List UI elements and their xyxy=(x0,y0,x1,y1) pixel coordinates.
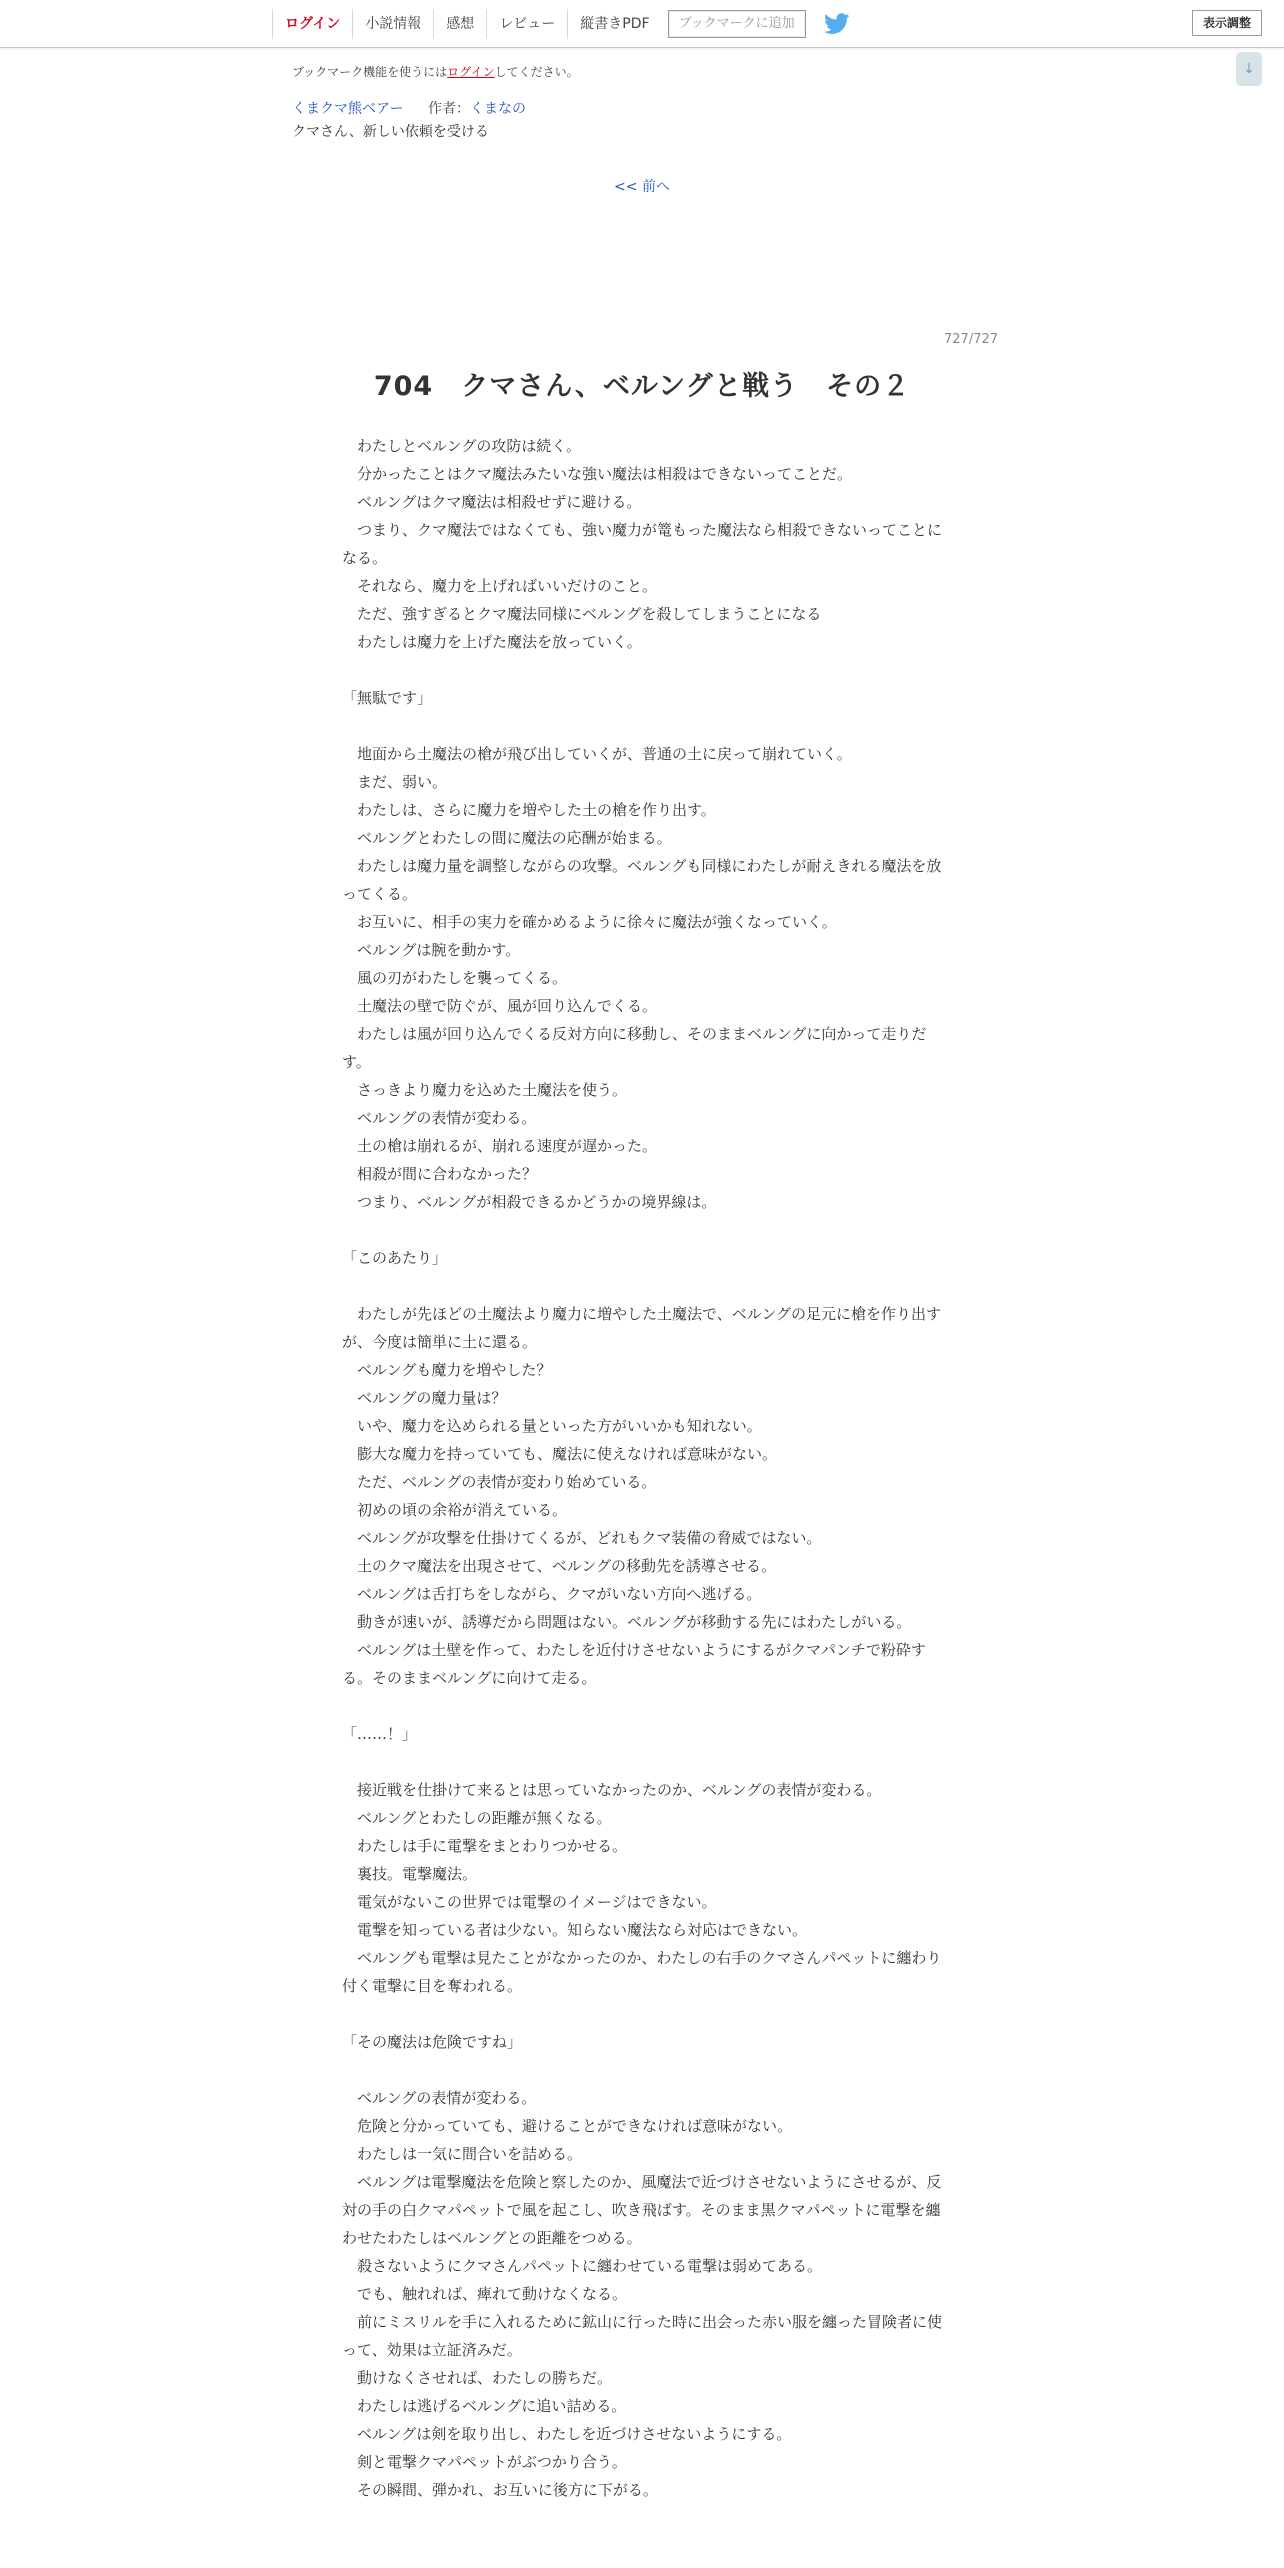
body-line: 膨大な魔力を持っていても、魔法に使えなければ意味がない。 xyxy=(342,1445,778,1463)
page-count: 727/727 xyxy=(944,332,999,347)
body-line: 動けなくさせれば、わたしの勝ちだ。 xyxy=(342,2369,613,2387)
body-line: その瞬間、弾かれ、お互いに後方に下がる。 xyxy=(342,2481,658,2499)
body-line: 「このあたり」 xyxy=(342,1249,448,1267)
bookmark-login-link[interactable]: ログイン xyxy=(447,65,495,79)
body-line: わたしは魔力量を調整しながらの攻撃。ベルングも同様にわたしが耐えきれる魔法を放ってくる。 xyxy=(342,857,942,903)
body-line: ベルングが攻撃を仕掛けてくるが、どれもクマ装備の脅威ではない。 xyxy=(342,1529,822,1547)
body-line: 剣と電撃クマパペットがぶつかり合う。 xyxy=(342,2453,627,2471)
body-line: ただ、強すぎるとクマ魔法同様にベルングを殺してしまうことになる xyxy=(342,605,822,623)
body-line: 危険と分かっていても、避けることができなければ意味がない。 xyxy=(342,2117,793,2135)
body-line: ただ、ベルングの表情が変わり始めている。 xyxy=(342,1473,657,1491)
body-line: わたしは風が回り込んでくる反対方向に移動し、そのままベルングに向かって走りだす。 xyxy=(342,1025,927,1071)
novel-body xyxy=(342,432,942,2504)
nav-novel-info[interactable]: 小説情報 xyxy=(352,9,433,39)
body-line xyxy=(342,1692,942,1720)
body-line: 前にミスリルを手に入れるために鉱山に行った時に出会った赤い服を纏った冒険者に使って、効果は立証済みだ。 xyxy=(342,2313,943,2359)
body-line: まだ、弱い。 xyxy=(342,773,448,791)
body-line: ベルングも電撃は見たことがなかったのか、わたしの右手のクマさんパペットに纏わり付く電撃に目を奪われる。 xyxy=(342,1949,942,1995)
main-nav xyxy=(272,8,852,40)
nav-impressions[interactable]: 感想 xyxy=(433,9,486,39)
bookmark-login-note xyxy=(292,63,579,80)
body-line: でも、触れれば、痺れて動けなくなる。 xyxy=(342,2285,628,2303)
body-line: わたしは、さらに魔力を増やした土の槍を作り出す。 xyxy=(342,801,716,819)
body-line: ベルングはクマ魔法は相殺せずに避ける。 xyxy=(342,493,642,511)
body-line: 地面から土魔法の槍が飛び出していくが、普通の土に戻って崩れていく。 xyxy=(342,745,852,763)
chapter-title: クマさん、新しい依頼を受ける xyxy=(292,124,489,140)
body-line: 動きが速いが、誘導だから問題はない。ベルングが移動する先にはわたしがいる。 xyxy=(342,1613,912,1631)
author-label: 作者： xyxy=(428,101,470,117)
body-line: ベルングは土壁を作って、わたしを近付けさせないようにするがクマパンチで粉砕する。そのままベルングに向けて走る。 xyxy=(342,1641,926,1687)
body-line: わたしは手に電撃をまとわりつかせる。 xyxy=(342,1837,628,1855)
prev-episode-link[interactable]: << 前へ xyxy=(614,179,670,195)
body-line xyxy=(342,1748,942,1776)
body-line: 風の刃がわたしを襲ってくる。 xyxy=(342,969,568,987)
site-header xyxy=(0,0,1284,48)
body-line: 「……！」 xyxy=(342,1725,418,1743)
nav-vertical-pdf[interactable]: 縦書きPDF xyxy=(567,9,661,39)
series-title-link[interactable]: くまクマ熊ベアー xyxy=(292,101,404,117)
nav-review[interactable]: レビュー xyxy=(486,9,567,39)
body-line: わたしとベルングの攻防は続く。 xyxy=(342,437,582,455)
scroll-down-button[interactable]: ↓ xyxy=(1236,52,1262,86)
body-line xyxy=(342,712,942,740)
body-line: ベルングは剣を取り出し、わたしを近づけさせないようにする。 xyxy=(342,2425,792,2443)
body-line xyxy=(342,2056,942,2084)
bookmark-note-before: ブックマーク機能を使うには xyxy=(292,65,448,79)
body-line: わたしが先ほどの土魔法より魔力に増やした土魔法で、ベルングの足元に槍を作り出すが、今度は簡単に土に還る。 xyxy=(342,1305,942,1351)
body-line: 「無駄です」 xyxy=(342,689,433,707)
body-line: ベルングは腕を動かす。 xyxy=(342,941,521,959)
body-line: わたしは魔力を上げた魔法を放っていく。 xyxy=(342,633,642,651)
body-line: つまり、クマ魔法ではなくても、強い魔力が篭もった魔法なら相殺できないってことになる。 xyxy=(342,521,943,567)
add-bookmark-button[interactable]: ブックマークに追加 xyxy=(668,10,806,38)
body-line: つまり、ベルングが相殺できるかどうかの境界線は。 xyxy=(342,1193,717,1211)
body-line: いや、魔力を込められる量といった方がいいかも知れない。 xyxy=(342,1417,762,1435)
body-line xyxy=(342,1216,942,1244)
body-line: ベルングとわたしの間に魔法の応酬が始まる。 xyxy=(342,829,672,847)
author-link[interactable]: くまなの xyxy=(470,101,526,117)
body-line: 土魔法の壁で防ぐが、風が回り込んでくる。 xyxy=(342,997,658,1015)
body-line: ベルングは舌打ちをしながら、クマがいない方向へ逃げる。 xyxy=(342,1585,762,1603)
body-line: それなら、魔力を上げればいいだけのこと。 xyxy=(342,577,658,595)
body-line: お互いに、相手の実力を確かめるように徐々に魔法が強くなっていく。 xyxy=(342,913,837,931)
body-line: 電撃を知っている者は少ない。知らない魔法なら対応はできない。 xyxy=(342,1921,808,1939)
body-line: 裏技。電撃魔法。 xyxy=(342,1865,478,1883)
author-info xyxy=(428,98,526,118)
bookmark-note-after: してください。 xyxy=(494,65,579,79)
episode-title: 704 クマさん、ベルングと戦う その２ xyxy=(373,371,911,402)
body-line: ベルングは電撃魔法を危険と察したのか、風魔法で近づけさせないようにさせるが、反対の手の白クマパペットで風を起こし、吹き飛ばす。そのまま黒クマパペットに電撃を纏わせたわたしはベルングとの距離をつめる。 xyxy=(342,2173,942,2247)
body-line: 殺さないようにクマさんパペットに纏わせている電撃は弱めてある。 xyxy=(342,2257,823,2275)
display-settings-button[interactable]: 表示調整 xyxy=(1192,10,1262,36)
body-line: わたしは逃げるベルングに追い詰める。 xyxy=(342,2397,627,2415)
body-line: ベルングの表情が変わる。 xyxy=(342,2089,537,2107)
body-line: 「その魔法は危険ですね」 xyxy=(342,2033,523,2051)
twitter-bird-icon[interactable] xyxy=(824,12,852,36)
body-line xyxy=(342,2000,942,2028)
body-line: ベルングの魔力量は？ xyxy=(342,1389,507,1407)
body-line: 接近戦を仕掛けて来るとは思っていなかったのか、ベルングの表情が変わる。 xyxy=(342,1781,882,1799)
body-line: 土の槍は崩れるが、崩れる速度が遅かった。 xyxy=(342,1137,658,1155)
body-line: 分かったことはクマ魔法みたいな強い魔法は相殺はできないってことだ。 xyxy=(342,465,853,483)
nav-login[interactable]: ログイン xyxy=(272,9,352,39)
body-line: ベルングとわたしの距離が無くなる。 xyxy=(342,1809,612,1827)
body-line: 土のクマ魔法を出現させて、ベルングの移動先を誘導させる。 xyxy=(342,1557,777,1575)
body-line: ベルングの表情が変わる。 xyxy=(342,1109,537,1127)
body-line xyxy=(342,656,942,684)
body-line: 初めの頃の余裕が消えている。 xyxy=(342,1501,568,1519)
body-line: 電気がないこの世界では電撃のイメージはできない。 xyxy=(342,1893,717,1911)
body-line: さっきより魔力を込めた土魔法を使う。 xyxy=(342,1081,628,1099)
body-line xyxy=(342,1272,942,1300)
body-line: 相殺が間に合わなかった？ xyxy=(342,1165,538,1183)
body-line: ベルングも魔力を増やした？ xyxy=(342,1361,552,1379)
body-line: わたしは一気に間合いを詰める。 xyxy=(342,2145,583,2163)
